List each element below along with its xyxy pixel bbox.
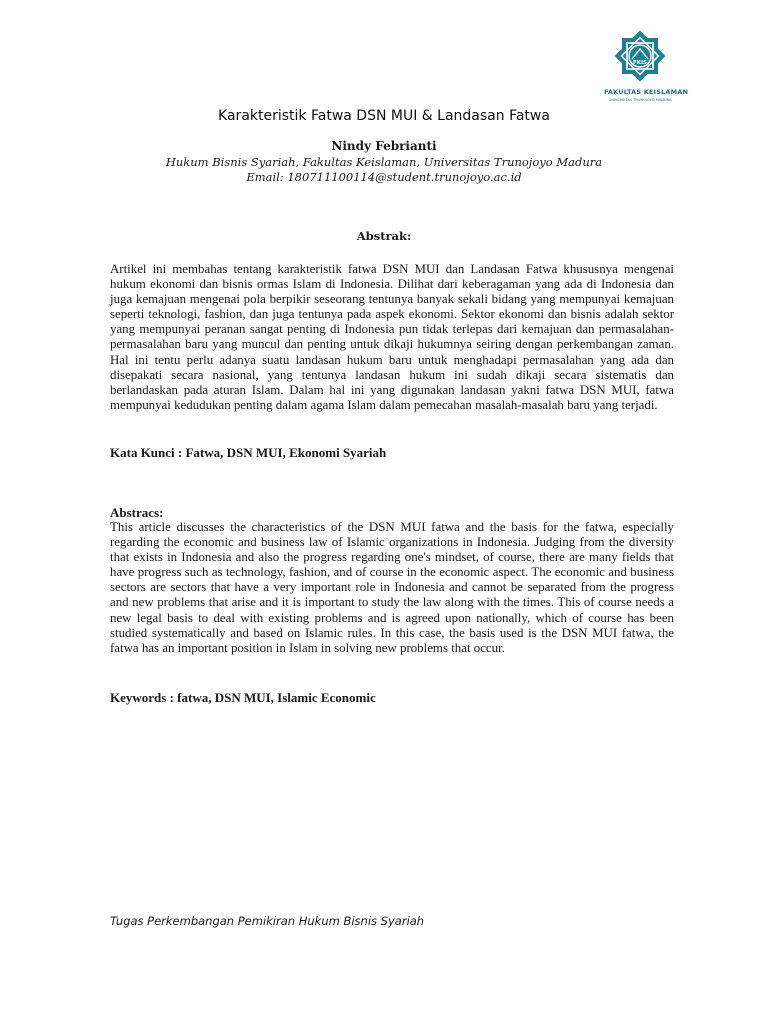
abstrak-paragraph: Artikel ini membahas tentang karakteristik fatwa DSN MUI dan Landasan Fatwa khususnya mengenai hukum ekonomi dan bisnis ormas Islam di Indonesia. Dilihat dari keberagaman yang ada di Indonesia dan juga kemajuan mengenai pola berpikir seseorang tentunya banyak sekali bidang yang mempunyai kemajuan seperti teknologi, fashion, dan juga tentunya pada aspek ekonomi. Sektor ekonomi dan bisnis adalah sektor yang mempunyai peranan sangat penting di Indonesia pun tidak terlepas dari kemajuan dan permasalahan-permasalahan baru yang muncul dan penting untuk dikaji hukumnya seiring dengan perkembangan zaman. Hal ini tentu perlu adanya suatu landasan hukum baru untuk menghadapi permasalahan yang ada dan disepakati secara nasional, yang tentunya landasan hukum ini sudah dikaji secara sistematis dan berlandaskan pada aturan Islam. Dalam hal ini yang digunakan landasan yakni fatwa DSN MUI, fatwa mempunyai kedudukan penting dalam agama Islam dalam pemecahan masalah-masalah baru yang terjadi. <box>110 262 674 412</box>
emblem-text: FKIS <box>632 60 648 66</box>
author-email: Email: 180711100114@student.trunojoyo.ac.id <box>246 170 522 184</box>
author-name: Nindy Febrianti <box>331 139 437 153</box>
faculty-emblem-icon <box>610 26 670 86</box>
kata-kunci: Kata Kunci : Fatwa, DSN MUI, Ekonomi Syariah <box>110 445 387 460</box>
abstrak-heading: Abstrak: <box>356 229 412 243</box>
logo-subtitle: UNIVERSITAS TRUNOJOYO MADURA <box>608 98 672 102</box>
abstracts-paragraph: This article discusses the characteristics of the DSN MUI fatwa and the basis for the fatwa, especially regarding the economic and business law of Islamic organizations in Indonesia. Judging from the diversity that exists in Indonesia and also the progress regarding one's mindset, of course, there are many fields that have progress such as technology, fashion, and of course in the economic aspect. The economic and business sectors are sectors that have a very important role in Indonesia and cannot be separated from the progress and new problems that arise and it is important to study the law along with the times. This of course needs a new legal basis to deal with existing problems and is agreed upon nationally, which of course has been studied systematically and based on Islamic rules. In this case, the basis used is the DSN MUI fatwa, the fatwa has an important position in Islam in solving new problems that occur. <box>110 520 674 655</box>
paper-title: Karakteristik Fatwa DSN MUI & Landasan Fatwa <box>218 108 550 124</box>
keywords: Keywords : fatwa, DSN MUI, Islamic Economic <box>110 690 376 705</box>
logo-title: FAKULTAS KEISLAMAN <box>604 88 689 96</box>
page-footer: Tugas Perkembangan Pemikiran Hukum Bisnis Syariah <box>110 914 425 928</box>
faculty-logo <box>604 26 689 110</box>
author-affiliation: Hukum Bisnis Syariah, Fakultas Keislaman, Universitas Trunojoyo Madura <box>165 155 603 169</box>
abstracts-heading: Abstracs: <box>110 505 164 520</box>
